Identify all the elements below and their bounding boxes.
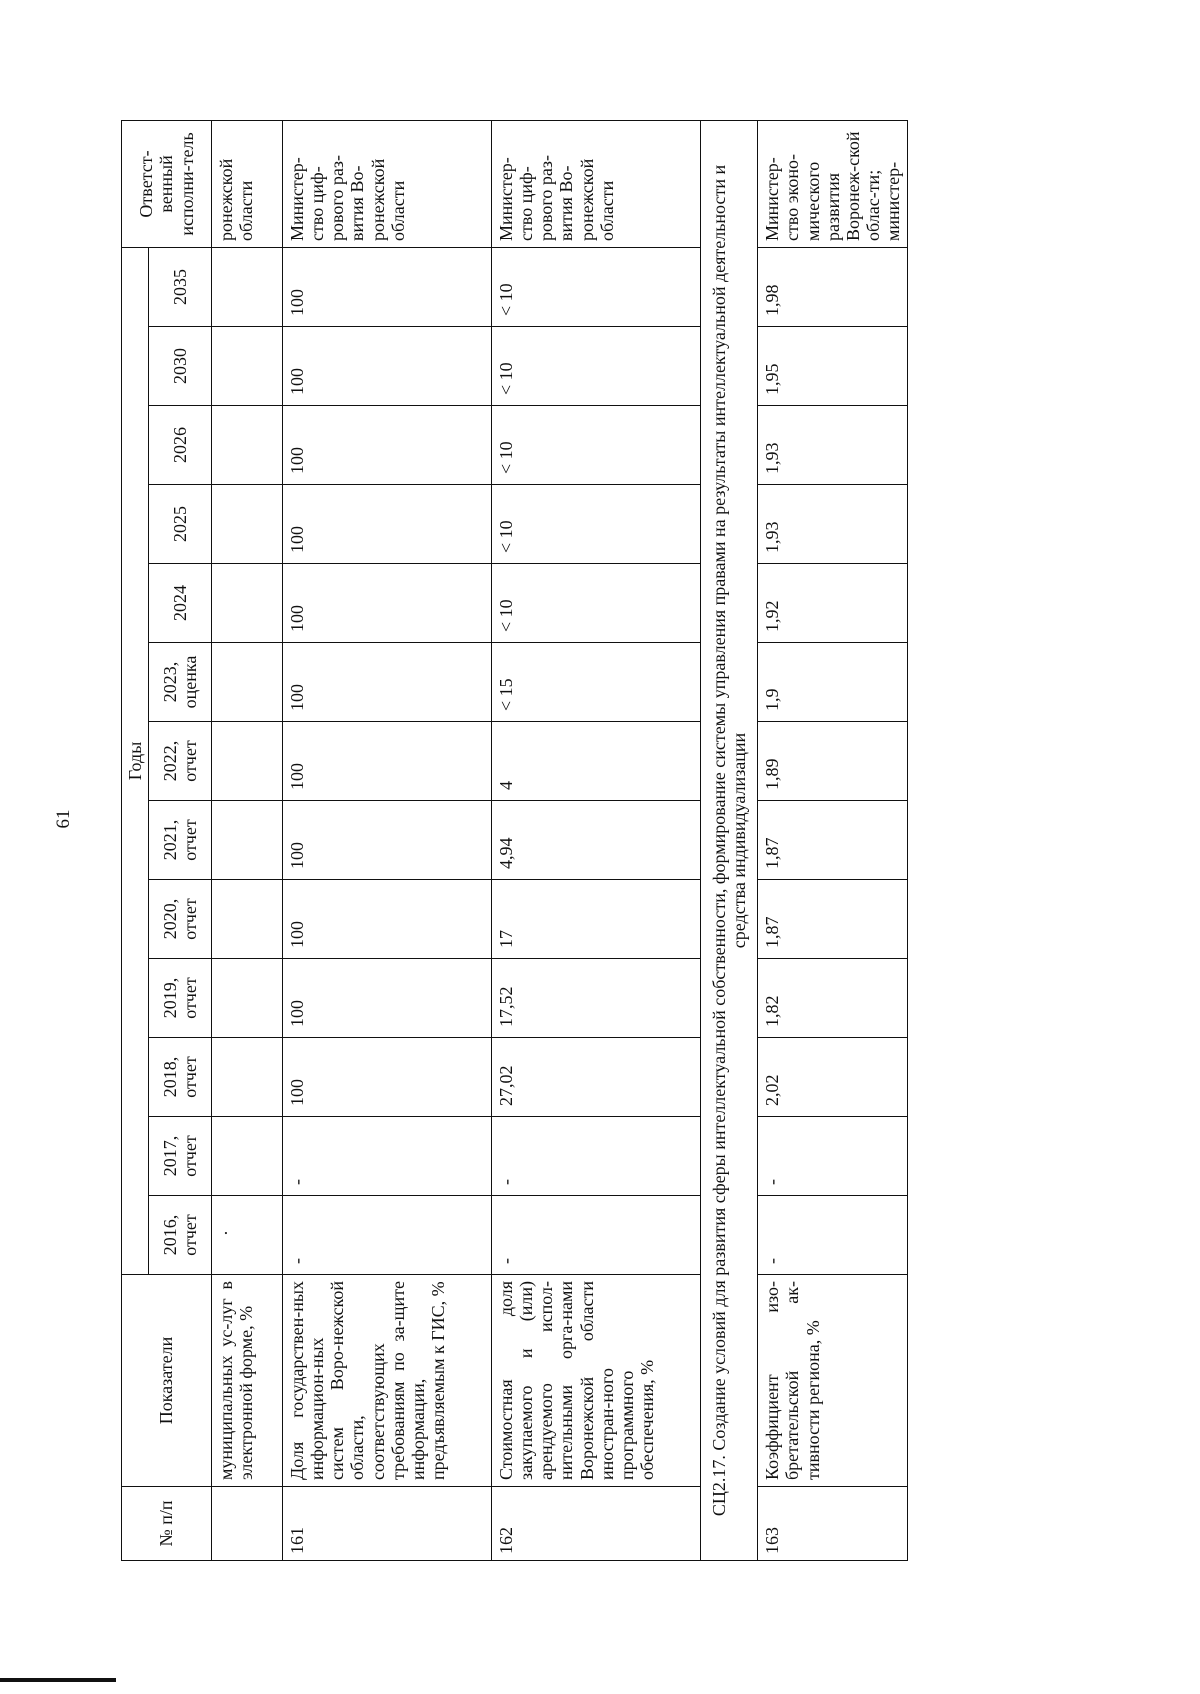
header-year: 2016, отчет — [149, 1196, 212, 1275]
header-year: 2025 — [149, 485, 212, 564]
value-cell: < 10 — [492, 564, 701, 643]
value-cell — [212, 327, 283, 406]
header-indicator: Показатели — [122, 1275, 212, 1487]
header-responsible: Ответст-венный исполни-тель — [122, 120, 212, 247]
value-cell: - — [758, 1117, 908, 1196]
value-cell: 4 — [492, 722, 701, 801]
value-cell: 100 — [283, 643, 492, 722]
value-cell: 2,02 — [758, 1038, 908, 1117]
table-row-161 — [283, 120, 492, 1560]
value-cell: 100 — [283, 1038, 492, 1117]
value-cell: - — [758, 1196, 908, 1275]
value-cell: - — [492, 1117, 701, 1196]
value-cell: 1,87 — [758, 880, 908, 959]
value-cell — [212, 801, 283, 880]
value-cell: · — [212, 1196, 283, 1275]
header-year: 2026 — [149, 406, 212, 485]
value-cell: < 10 — [492, 485, 701, 564]
value-cell — [212, 722, 283, 801]
value-cell — [212, 643, 283, 722]
value-cell: 1,89 — [758, 722, 908, 801]
value-cell: < 10 — [492, 247, 701, 326]
value-cell: 17,52 — [492, 959, 701, 1038]
row-number: 161 — [283, 1487, 492, 1561]
header-row-1 — [122, 120, 149, 1560]
indicator-name: Стоимостная доля закупаемого и (или) арендуемого испол-нительными орга-нами Воронежской области иностран-ного программного обеспечения, % — [492, 1275, 701, 1487]
value-cell: - — [492, 1196, 701, 1275]
value-cell: 100 — [283, 485, 492, 564]
responsible-executor: Министер-ство циф-рового раз-вития Во-ронежской области — [492, 120, 701, 247]
value-cell: 100 — [283, 801, 492, 880]
value-cell: - — [283, 1196, 492, 1275]
value-cell: 1,95 — [758, 327, 908, 406]
header-year: 2019, отчет — [149, 959, 212, 1038]
value-cell: 100 — [283, 959, 492, 1038]
indicator-name: Коэффициент изо-бретательской ак-тивности региона, % — [758, 1275, 908, 1487]
value-cell: 100 — [283, 564, 492, 643]
value-cell: < 10 — [492, 406, 701, 485]
value-cell — [212, 1038, 283, 1117]
value-cell: 100 — [283, 406, 492, 485]
value-cell: 100 — [283, 327, 492, 406]
header-year: 2017, отчет — [149, 1117, 212, 1196]
value-cell: < 10 — [492, 327, 701, 406]
section-title: СЦ2.17. Создание условий для развития сферы интеллектуальной собственности, формирование системы управления правами на результаты интеллектуальной деятельности и средства индивидуализации — [701, 120, 758, 1560]
header-years-group: Годы — [122, 247, 149, 1274]
value-cell: < 15 — [492, 643, 701, 722]
header-year: 2022, отчет — [149, 722, 212, 801]
value-cell — [212, 880, 283, 959]
indicators-table — [121, 120, 908, 1561]
responsible-executor: ронежской области — [212, 120, 283, 247]
value-cell: 1,9 — [758, 643, 908, 722]
header-year: 2021, отчет — [149, 801, 212, 880]
value-cell: 4,94 — [492, 801, 701, 880]
value-cell: 100 — [283, 247, 492, 326]
row-number: 163 — [758, 1487, 908, 1561]
section-row — [701, 120, 758, 1560]
value-cell: 100 — [283, 880, 492, 959]
header-num: № п/п — [122, 1487, 212, 1561]
responsible-executor: Министер-ство циф-рового раз-вития Во-ронежской области — [283, 120, 492, 247]
value-cell: 17 — [492, 880, 701, 959]
table-row-163 — [758, 120, 908, 1560]
indicator-name: Доля государствен-ных информацион-ных систем Воро-нежской области, соответствующих требованиям по за-щите информации, предъявляемым к ГИС, % — [283, 1275, 492, 1487]
table-row-162 — [492, 120, 701, 1560]
header-year: 2035 — [149, 247, 212, 326]
value-cell: 1,93 — [758, 406, 908, 485]
responsible-executor: Министер-ство эконо-мического развития Воронеж-ской облас-ти; министер- — [758, 120, 908, 247]
row-number: 162 — [492, 1487, 701, 1561]
header-year: 2020, отчет — [149, 880, 212, 959]
value-cell — [212, 1117, 283, 1196]
page-number: 61 — [53, 809, 74, 829]
row-number — [212, 1487, 283, 1561]
header-year: 2030 — [149, 327, 212, 406]
value-cell: 1,92 — [758, 564, 908, 643]
value-cell: - — [283, 1117, 492, 1196]
value-cell — [212, 959, 283, 1038]
rotated-table-area — [121, 121, 1161, 1561]
value-cell: 27,02 — [492, 1038, 701, 1117]
value-cell — [212, 406, 283, 485]
value-cell: 1,82 — [758, 959, 908, 1038]
value-cell — [212, 564, 283, 643]
value-cell: 1,87 — [758, 801, 908, 880]
value-cell — [212, 247, 283, 326]
header-year: 2023, оценка — [149, 643, 212, 722]
header-year: 2024 — [149, 564, 212, 643]
value-cell — [212, 485, 283, 564]
value-cell: 1,93 — [758, 485, 908, 564]
value-cell: 1,98 — [758, 247, 908, 326]
header-year: 2018, отчет — [149, 1038, 212, 1117]
value-cell: 100 — [283, 722, 492, 801]
table-row-continuation — [212, 120, 283, 1560]
indicator-name: муниципальных ус-луг в электронной форме, % — [212, 1275, 283, 1487]
footer-rule — [0, 1678, 116, 1682]
